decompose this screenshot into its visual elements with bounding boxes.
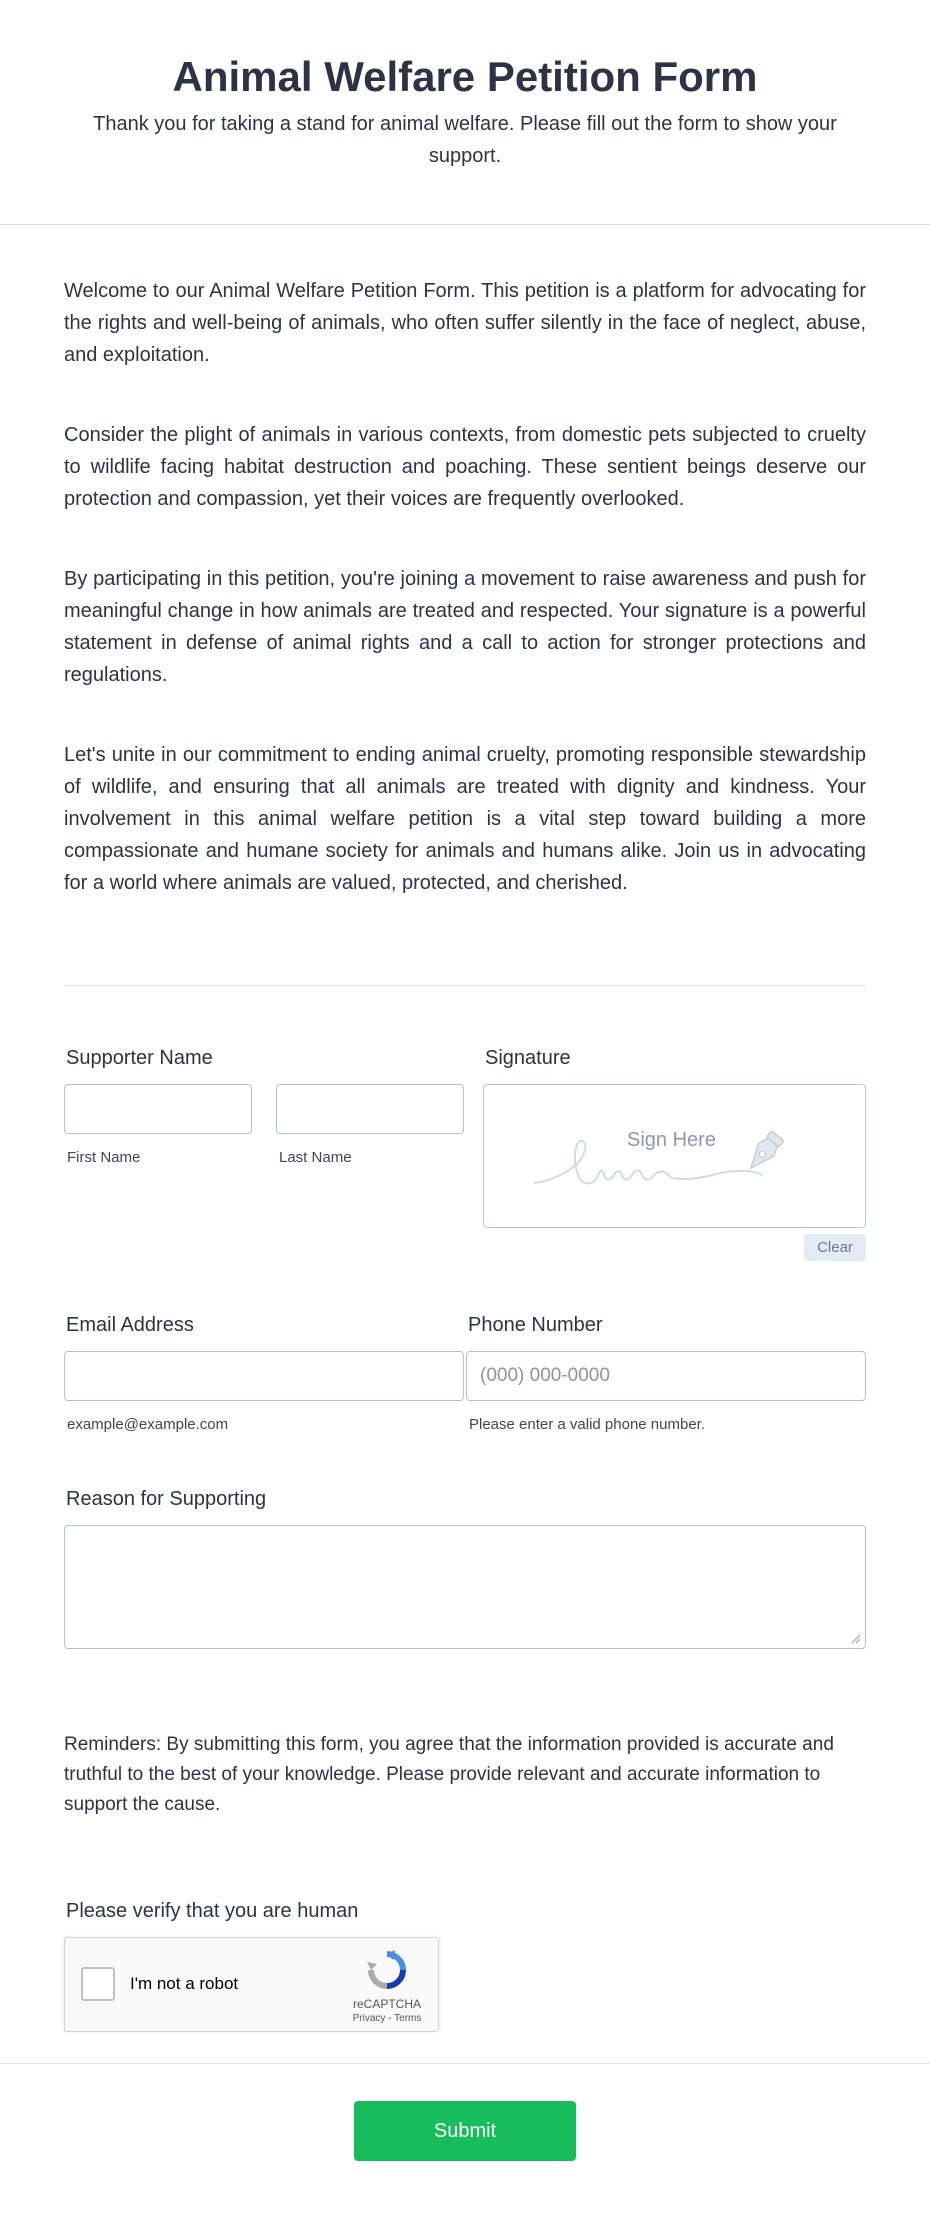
signature-placeholder: Sign Here (627, 1129, 716, 1151)
submit-button[interactable]: Submit (354, 2101, 576, 2161)
form-subtitle: Thank you for taking a stand for animal welfare. Please fill out the form to show your support. (93, 113, 837, 167)
form-content (0, 225, 930, 2032)
signature-field (483, 1044, 866, 1261)
phone-sublabel: Please enter a valid phone number. (469, 1416, 705, 1433)
last-name-sublabel: Last Name (279, 1149, 352, 1166)
intro-paragraph: Let's unite in our commitment to ending animal cruelty, promoting responsible stewardship of wildlife, and ensuring that all animals are treated with dignity and kindness. Your involvement in this animal welfare petition is a vital step toward building a more compassionate and humane society for animals and humans alike. Join us in advocating for a world where animals are valued, protected, and cherished. (64, 744, 866, 894)
email-input[interactable] (64, 1351, 464, 1401)
captcha-label: Please verify that you are human (66, 1900, 359, 1922)
form-header (0, 0, 930, 225)
captcha-checkbox[interactable] (81, 1967, 115, 2001)
resize-grip-icon[interactable] (851, 1634, 861, 1644)
clear-signature-button[interactable]: Clear (804, 1234, 866, 1261)
captcha-field (64, 1897, 866, 2032)
signature-label: Signature (485, 1047, 571, 1069)
intro-paragraph: Consider the plight of animals in various contexts, from domestic pets subjected to cruelty to wildlife facing habitat destruction and poaching. These sentient beings deserve our protection and compassion, yet their voices are frequently overlooked. (64, 424, 866, 510)
supporter-name-field (64, 1044, 464, 1261)
phone-label: Phone Number (468, 1314, 603, 1336)
recaptcha-widget (64, 1937, 439, 2032)
intro-text (64, 225, 866, 899)
reason-label: Reason for Supporting (66, 1488, 267, 1510)
captcha-checkbox-label: I'm not a robot (130, 1974, 239, 1993)
phone-placeholder: (000) 000-0000 (480, 1365, 610, 1386)
first-name-input[interactable] (64, 1084, 252, 1134)
form-title: Animal Welfare Petition Form (172, 53, 758, 100)
phone-field (466, 1311, 866, 1433)
email-field (64, 1311, 464, 1433)
name-signature-row (64, 1044, 866, 1261)
first-name-sublabel: First Name (67, 1149, 141, 1166)
email-sublabel: example@example.com (67, 1416, 229, 1433)
phone-input[interactable] (466, 1351, 866, 1401)
recaptcha-brand-name: reCAPTCHA (352, 1997, 421, 2011)
recaptcha-logo-icon (367, 1950, 407, 1990)
recaptcha-branding (352, 1950, 422, 2024)
signature-pad[interactable] (483, 1084, 866, 1228)
form-footer (0, 2063, 930, 2161)
reminder-text: Reminders: By submitting this form, you agree that the information provided is accurate and truthful to the best of your knowledge. Please provide relevant and accurate information to support the cause. (64, 1734, 834, 1815)
email-phone-row (64, 1311, 866, 1433)
intro-paragraph: By participating in this petition, you're joining a movement to raise awareness and push for meaningful change in how animals are treated and respected. Your signature is a powerful statement in defense of animal rights and a call to action for stronger protections and regulations. (64, 568, 866, 686)
intro-paragraph: Welcome to our Animal Welfare Petition Form. This petition is a platform for advocating for the rights and well-being of animals, who often suffer silently in the face of neglect, abuse, and exploitation. (64, 280, 866, 366)
email-label: Email Address (66, 1314, 194, 1336)
reason-textarea[interactable] (64, 1525, 866, 1649)
recaptcha-links[interactable]: Privacy - Terms (352, 2013, 422, 2024)
supporter-name-label: Supporter Name (66, 1047, 213, 1069)
last-name-input[interactable] (276, 1084, 464, 1134)
reason-field (64, 1485, 866, 1649)
section-divider (64, 985, 866, 986)
